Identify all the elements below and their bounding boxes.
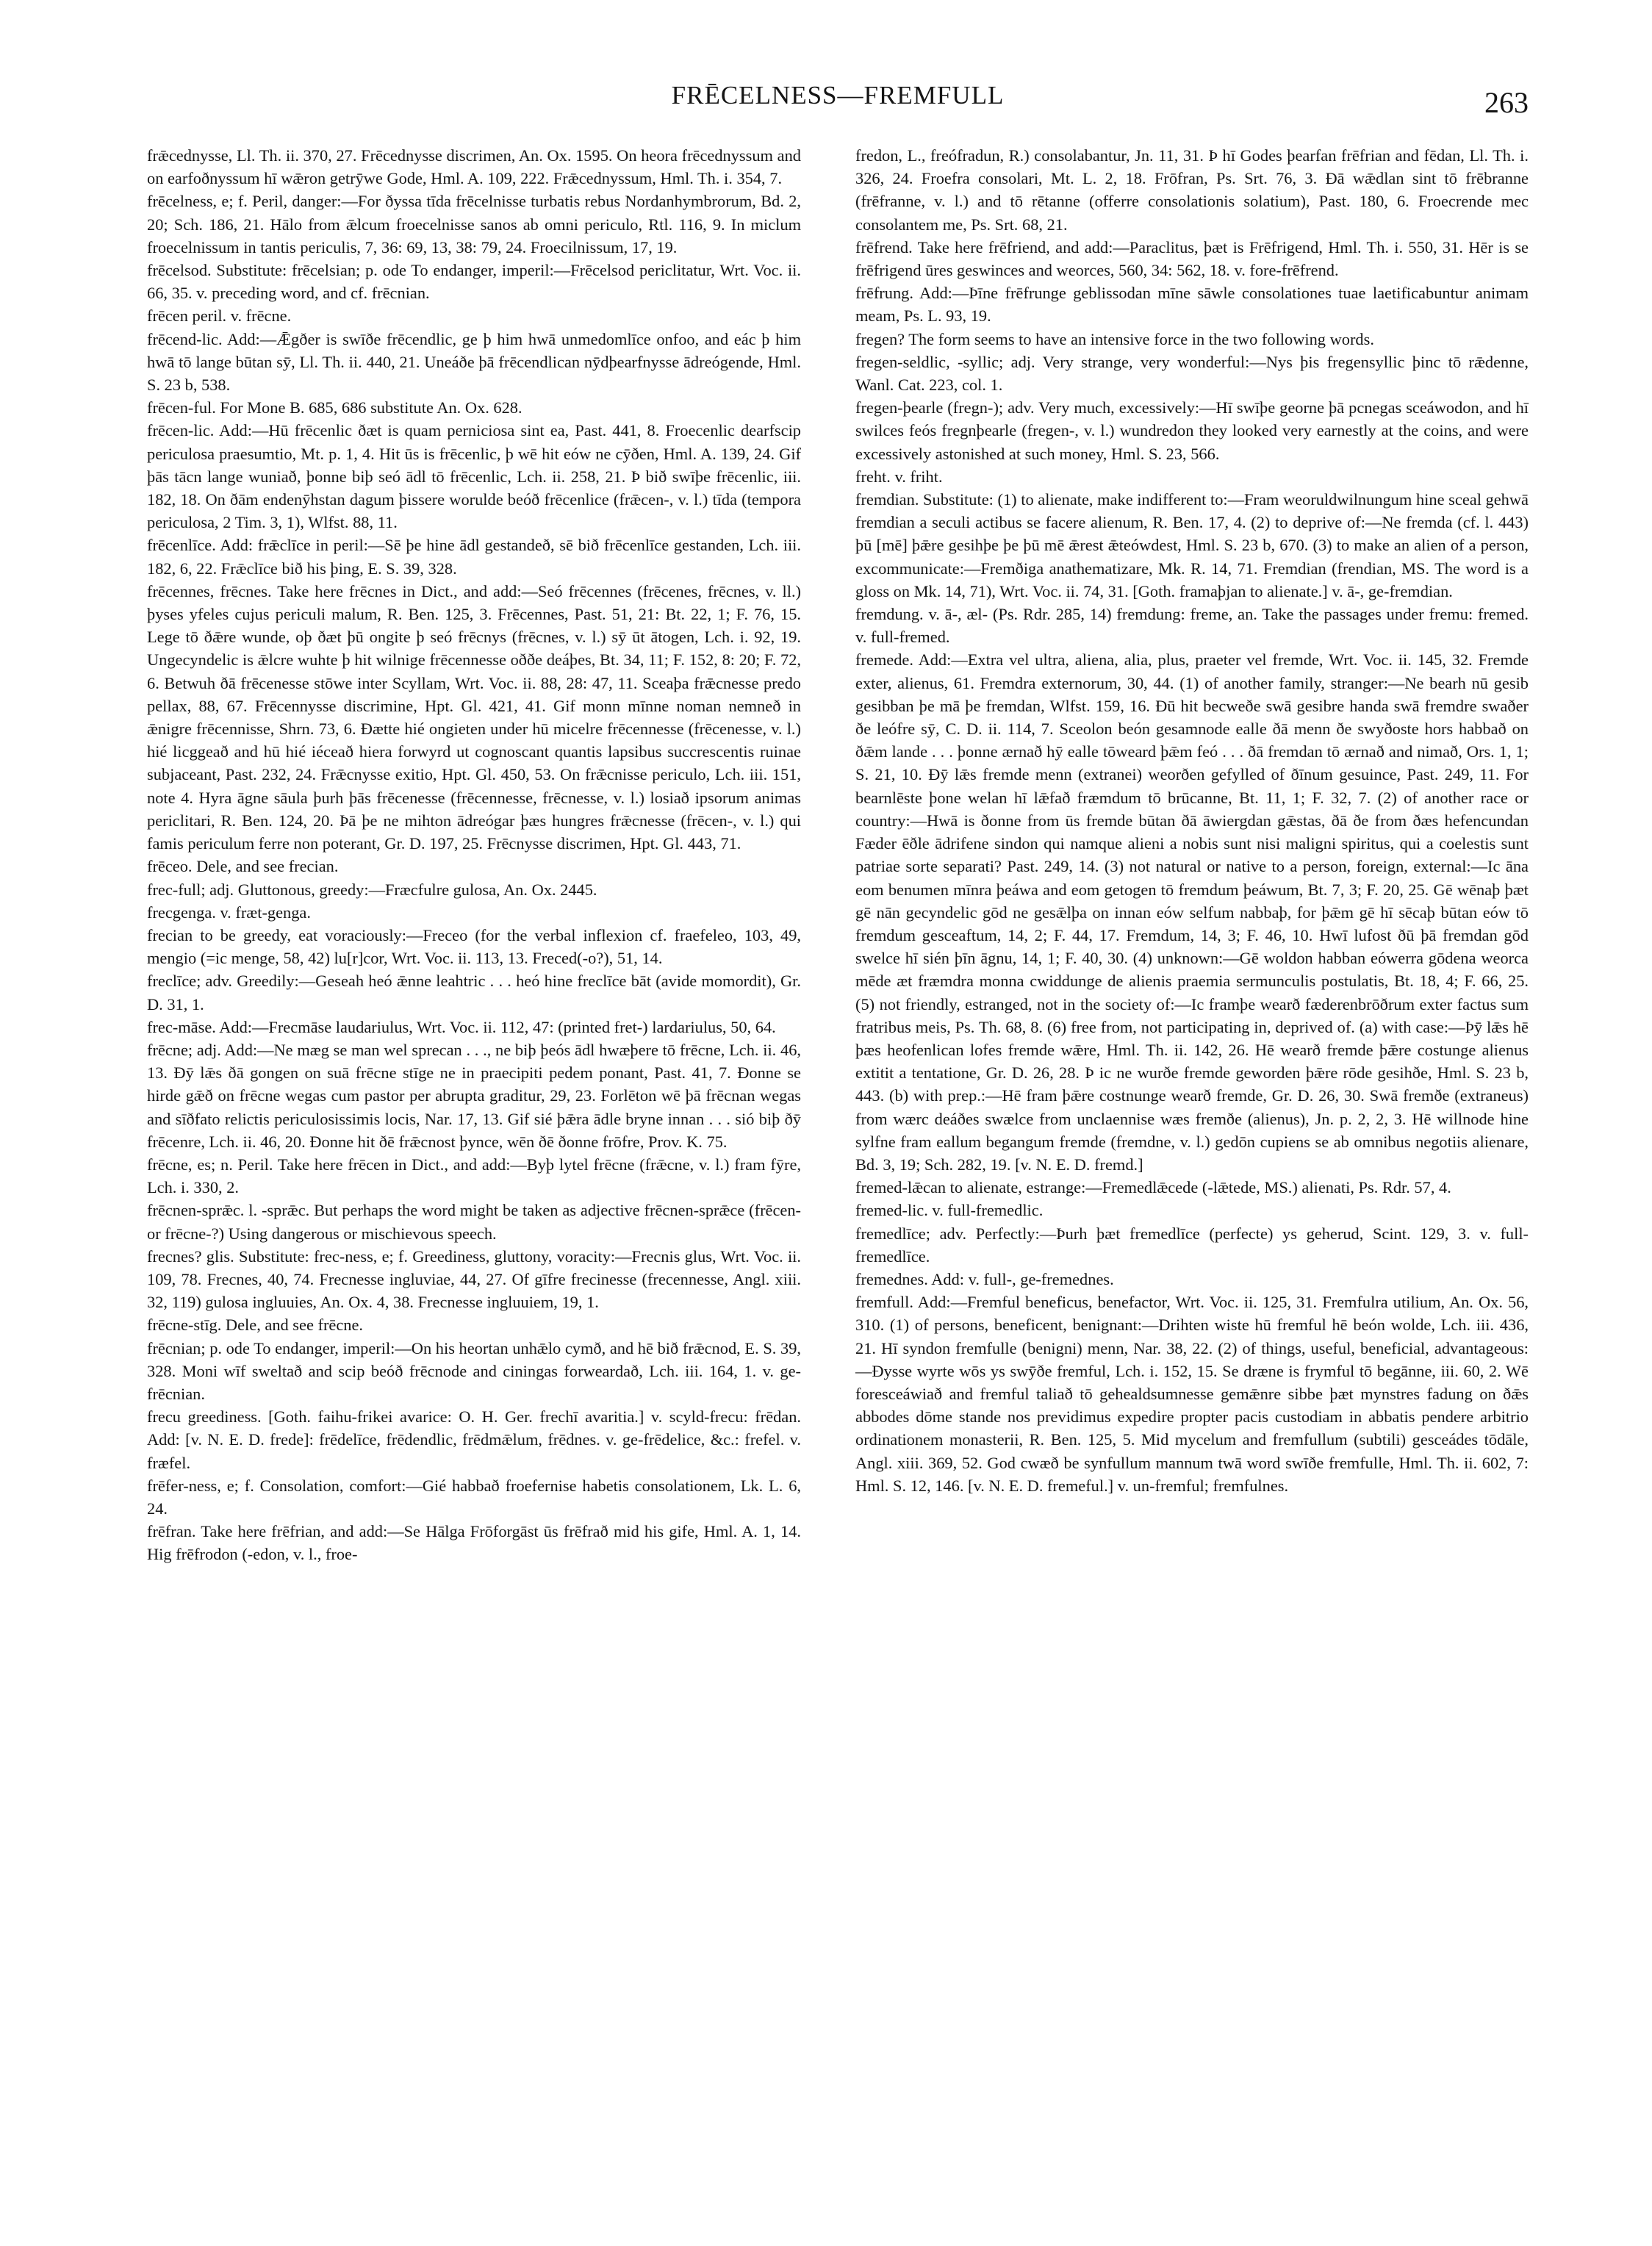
entry: frēcen-lic. Add:—Hū frēcenlic ðæt is quam perniciosa sint ea, Past. 441, 8. Froecenlic dearfscip periculosa praesumtio, Mt. p. 1, 4. Hit ūs is frēcenlic, þ wē hit eów ne cȳðen, Hml. A. 139, 24. Gif þās tācn lange wuniað, þonne biþ seó ādl tō frēcenlic, Lch. ii. 258, 21. Þ bið swīþe frēcenlic, iii. 182, 18. On ðām endenȳhstan dagum þissere worulde beóð frēcenlice (frǣcen-, v. l.) tīda (tempora periculosa, 2 Tim. 3, 1), Wlfst. 88, 11. — [147, 421, 801, 532]
entry: frēceo. Dele, and see frecian. — [147, 857, 339, 876]
left-column — [147, 144, 801, 1566]
entry: frǣcednysse, Ll. Th. ii. 370, 27. Frēcednysse discrimen, An. Ox. 1595. On heora frēcednyssum and on earfoðnyssum hī wǣron getrȳwe Gode, Hml. A. 109, 222. Frǣcednyssum, Hml. Th. i. 354, 7. — [147, 146, 801, 188]
page-header — [147, 76, 1529, 121]
entry: fremedlīce; adv. Perfectly:—Þurh þæt fremedlīce (perfecte) ys geherud, Scint. 129, 3. v. full-fremedlīce. — [855, 1224, 1529, 1266]
entry: frēfran. Take here frēfrian, and add:—Se Hālga Frōforgāst ūs frēfrað mid his gife, Hml. A. 1, 14. Hig frēfrodon (-edon, v. l., froe- — [147, 1522, 801, 1564]
entry: frēfer-ness, e; f. Consolation, comfort:—Gié habbað froefernise habetis consolationem, Lk. L. 6, 24. — [147, 1476, 801, 1518]
entry: fregen-seldlic, -syllic; adj. Very strange, very wonderful:—Nys þis fregensyllic þinc tō rǣdenne, Wanl. Cat. 223, col. 1. — [855, 352, 1529, 395]
entry: frēcelsod. Substitute: frēcelsian; p. ode To endanger, imperil:—Frēcelsod periclitatur, Wrt. Voc. ii. 66, 35. v. preceding word, and cf. frēcnian. — [147, 261, 801, 303]
running-title: FRĒCELNESS—FREMFULL — [671, 81, 1005, 110]
entry: fremed-lic. v. full-fremedlic. — [855, 1201, 1044, 1220]
entry: frēcenlīce. Add: frǣclīce in peril:—Sē þe hine ādl gestandeð, sē bið frēcenlīce gestanden, Lch. iii. 182, 6, 22. Frǣclīce bið his þing, E. S. 39, 328. — [147, 536, 801, 578]
entry: frēcne, es; n. Peril. Take here frēcen in Dict., and add:—Byþ lytel frēcne (frǣcne, v. l.) fram fȳre, Lch. i. 330, 2. — [147, 1155, 801, 1197]
entry: frēcelness, e; f. Peril, danger:—For ðyssa tīda frēcelnisse turbatis rebus Nordanhymbrorum, Bd. 2, 20; Sch. 186, 21. Hālo from ǣlcum froecelnisse sanos ab omni periculo, Rtl. 116, 9. In miclum froecelnissum in tantis periculis, 7, 36: 69, 13, 38: 79, 24. Froecilnissum, 17, 19. — [147, 192, 801, 256]
entry: frecian to be greedy, eat voraciously:—Freceo (for the verbal inflexion cf. fraefeleo, 103, 49, mengio (=ic menge, 58, 42) lu[r]cor, Wrt. Voc. ii. 113, 13. Freced(-o?), 51, 14. — [147, 925, 801, 968]
entry: frec-māse. Add:—Frecmāse laudariulus, Wrt. Voc. ii. 112, 47: (printed fret-) lardariulus, 50, 64. — [147, 1017, 776, 1036]
entry: fremednes. Add: v. full-, ge-fremednes. — [855, 1269, 1114, 1288]
entry: frec-full; adj. Gluttonous, greedy:—Fræcfulre gulosa, An. Ox. 2445. — [147, 880, 597, 899]
entry: frēcen peril. v. frēcne. — [147, 306, 292, 326]
entry: frēcennes, frēcnes. Take here frēcnes in Dict., and add:—Seó frēcennes (frēcenes, frēcnes, v. ll.) þyses yfeles cujus periculi malum, R. Ben. 125, 3. Frēcennes, Past. 51, 21: Bt. 22, 1; F. 76, 15. Lege tō ðǣre wunde, oþ ðæt þū ongite þ seó frēcnys (frēcnes, v. l.) sȳ ūt ātogen, Lch. i. 92, 19. Ungecyndelic is ǣlcre wuhte þ hit wilnige frēcennesse oððe deáþes, Bt. 34, 11; F. 152, 8: 20; F. 72, 6. Betwuh ðā frēcenesse stōwe inter Scyllam, Wrt. Voc. ii. 88, 28: 47, 11. Sceaþa frǣcnesse predo pellax, 88, 67. Frēcennysse discrimine, Hpt. Gl. 421, 41. Gif monn mīnne noman nemneð in ǣnigre frēcennisse, Shrn. 73, 6. Ðætte hié ongieten under hū micelre frēcennesse (frēcenesse, v. l.) hié licggeað and hū hié iéceað hiera forwyrd ut cognoscant quantis lapsibus succrescentis ruinae subjaceant, Past. 232, 24. Frǣcnysse exitio, Hpt. Gl. 450, 53. On frǣcnisse periculo, Lch. iii. 151, note 4. Hyra āgne sāula þurh þās frēcenesse (frēcennesse, frēcnesse, v. l.) losiað ipsorum animas periclitari, R. Ben. 124, 20. Þā þe ne mihton ādreógar þæs hungres frǣcnesse (frēcen-, v. l.) qui famis periculum ferre non poterant, Gr. D. 197, 25. Frēcnysse discrimen, Hpt. Gl. 443, 71. — [147, 581, 801, 853]
entry: frecnes? glis. Substitute: frec-ness, e; f. Greediness, gluttony, voracity:—Frecnis glus, Wrt. Voc. ii. 109, 78. Frecnes, 40, 74. Frecnesse ingluviae, 44, 27. Of gīfre frecinesse (frecennesse, Angl. xiii. 32, 119) gulosa ingluuies, An. Ox. 4, 38. Frecnesse ingluuiem, 19, 1. — [147, 1246, 801, 1312]
entry: fremdung. v. ā-, æl- (Ps. Rdr. 285, 14) fremdung: freme, an. Take the passages under fremu: fremed. v. full-fremed. — [855, 605, 1529, 647]
entry: frēcnen-sprǣc. l. -sprǣc. But perhaps the word might be taken as adjective frēcnen-sprǣce (frēcen- or frēcne-?) Using dangerous or mischievous speech. — [147, 1201, 801, 1243]
entry: fremed-lǣcan to alienate, estrange:—Fremedlǣcede (-lǣtede, MS.) alienati, Ps. Rdr. 57, 4. — [855, 1178, 1451, 1197]
entry: fremdian. Substitute: (1) to alienate, make indifferent to:—Fram weoruldwilnungum hine sceal gehwā fremdian a seculi actibus se facere alienum, R. Ben. 17, 4. (2) to deprive of:—Ne fremda (cf. l. 443) þū [mē] þǣre gesihþe þe þū mē ǣrest ǣteówdest, Hml. S. 23 b, 670. (3) to make an alien of a person, excommunicate:—Fremðiga anathematizare, Mk. R. 14, 71. Fremdian (frendian, MS. The word is a gloss on Mk. 14, 71), Wrt. Voc. ii. 74, 31. [Goth. framaþjan to alienate.] v. ā-, ge-fremdian. — [855, 490, 1529, 600]
page-number: 263 — [1484, 86, 1529, 119]
entry: frēcne-stīg. Dele, and see frēcne. — [147, 1316, 364, 1335]
entry: frēcen-ful. For Mone B. 685, 686 substitute An. Ox. 628. — [147, 398, 522, 417]
right-column — [855, 144, 1529, 1497]
entry: frēcne; adj. Add:—Ne mæg se man wel sprecan . . ., ne biþ þeós ādl hwæþere tō frēcne, Lch. ii. 46, 13. Ðȳ lǣs ðā gongen on suā frēcne stīge ne in praecipiti pedem ponant, Past. 41, 7. Ðonne se hirde gǣð on frēcne wegas cum pastor per abrupta graditur, 29, 23. Forlēton wē þā frēcnan wegas and sīðfato relictis periculosissimis locis, Nar. 17, 13. Gif sié þǣra ādle bryne innan . . . sió biþ ðȳ frēcenre, Lch. ii. 46, 20. Ðonne hit ðē frǣcnost þynce, wēn ðē ðonne frōfre, Prov. K. 75. — [147, 1040, 801, 1151]
entry: fremfull. Add:—Fremful beneficus, benefactor, Wrt. Voc. ii. 125, 31. Fremfulra utilium, An. Ox. 56, 310. (1) of persons, beneficent, benignant:—Drihten wiste hū fremful hē beón wolde, Lch. iii. 436, 21. Hī syndon fremfulle (benigni) menn, Nar. 38, 22. (2) of things, useful, beneficial, advantageous:—Ðysse wyrte wōs ys swȳðe fremful, Lch. i. 152, 15. Se dræne is frymful tō begānne, iii. 60, 2. Wē foresceáwiað and fremful taliað tō gehealdsumnesse gemǣnre sibbe þæt mynstres fadung on ðǣs abbodes dōme stande nos previdimus expedire propter pacis custodiam in abbatis pendere arbitrio ordinationem monasterii, R. Ben. 125, 5. Mid mycelum and fremfullum (subtili) gesceádes tōdāle, Angl. xiii. 369, 52. God cwæð be synfullum mannum twā word swīðe fremfulle, Hml. Th. ii. 602, 7: Hml. S. 12, 146. [v. N. E. D. fremeful.] v. un-fremful; fremfulnes. — [855, 1293, 1529, 1495]
entry: fregen? The form seems to have an intensive force in the two following words. — [855, 329, 1374, 348]
entry: frecu greediness. [Goth. faihu-frikei avarice: O. H. Ger. frechī avaritia.] v. scyld-frecu: frēdan. Add: [v. N. E. D. frede]: frēdelīce, frēdendlic, frēdmǣlum, frēdnes. v. ge-frēdelice, &c.: frefel. v. fræfel. — [147, 1407, 801, 1472]
entry: frēcend-lic. Add:—Ǣgðer is swīðe frēcendlic, ge þ him hwā unmedomlīce onfoo, and eác þ him hwā tō lange būtan sȳ, Ll. Th. ii. 440, 21. Uneáðe þā frēcendlican nȳdþearfnysse ādreógende, Hml. S. 23 b, 538. — [147, 329, 801, 395]
entry: frēfrend. Take here frēfriend, and add:—Paraclitus, þæt is Frēfrigend, Hml. Th. i. 550, 31. Hēr is se frēfrigend ūres geswinces and weorces, 560, 34: 562, 18. v. fore-frēfrend. — [855, 237, 1529, 280]
entry: frecgenga. v. fræt-genga. — [147, 903, 311, 922]
entry: freclīce; adv. Greedily:—Geseah heó ǣnne leahtric . . . heó hine freclīce bāt (avide momordit), Gr. D. 31, 1. — [147, 972, 801, 1013]
entry: fremede. Add:—Extra vel ultra, aliena, alia, plus, praeter vel fremde, Wrt. Voc. ii. 145, 32. Fremde exter, alienus, 61. Fremdra externorum, 30, 44. (1) of another family, stranger:—Ne bearh nū gesib gesibban þe mā þe fremdan, Wlfst. 159, 16. Ðū hit becweðe swā gesibre handa swā fremdre swaðer ðe leófre sȳ, C. D. ii. 114, 7. Sceolon beón gesamnode ealle ðā menn ðe swyðoste hors habbað on ðǣm lande . . . þonne ærnað hȳ ealle tōweard þǣm feó . . . ðā fremdan tō ærnað and nimað, Ors. 1, 1; S. 21, 10. Ðȳ lǣs fremde menn (extranei) weorðen gefylled of ðīnum gesuince, Past. 249, 11. For bearnlēste þone welan hī lǣfað fræmdum tō brūcanne, Bt. 11, 1; F. 32, 7. (2) of another race or country:—Hwā is ðonne from ūs fremde būtan ðā āwiergdan gǣstas, ðā ðe from ðæs hefencundan Fæder ēðle ādrifene sindon qui namque alieni a nobis sunt nisi maligni spiritus, qui a coelestis sunt patriae sorte separati? Past. 249, 14. (3) not natural or native to a person, foreign, external:—Ic āna eom benumen mīnra þeáwa and eom getogen tō fremdum þeáwum, Bt. 7, 3; F. 20, 25. Gē wēnaþ þæt gē nān gecyndelic gōd ne gesǣlþa on innan eów selfum nabbaþ, for þǣm gē hī sēcaþ būtan eów tō fremdum gesceaftum, 14, 2; F. 44, 17. Fremdum, 14, 3; F. 46, 10. Hwī lufost ðū þā fremdan gōd swelce hī sién þīn āgnu, 14, 1; F. 40, 30. (4) unknown:—Gē woldon habban eówerra gōdena weorca mēde æt fræmdra monna cwiddunge de alienis praemia sermunculis postulatis, Bt. 18, 4; F. 66, 25. (5) not friendly, estranged, not in the society of:—Ic framþe wearð fæderenbrōðrum exter factus sum fratribus meis, Ps. Th. 68, 8. (6) free from, not participating in, deprived of. (a) with case:—Þȳ lǣs hē þæs heofenlican lofes fremde wǣre, Hml. Th. ii. 142, 26. Hē wearð fremde þǣre costunge alienus extitit a tentatione, Gr. D. 26, 28. Þ ic ne wurðe fremde geworden þǣre rōde gesihðe, Hml. S. 23 b, 443. (b) with prep.:—Hē fram þǣre costnunge wearð fremde, Gr. D. 26, 30. Swā fremðe (extraneus) from wærc deáðes swælce from unclaennise wæs fremðe (alienus), Jn. p. 2, 2, 3. Hē willnode hine sylfne fram eallum begangum fremde (fremdne, v. l.) gedōn cupiens se ab omnibus negotiis alienare, Bd. 3, 19; Sch. 282, 19. [v. N. E. D. fremd.] — [855, 650, 1529, 1174]
entry: frēcnian; p. ode To endanger, imperil:—On his heortan unhǣlo cymð, and hē bið frǣcnod, E. S. 39, 328. Moni wīf sweltað and scip beóð frēcnode and ciningas forweardað, Lch. iii. 164, 1. v. ge-frēcnian. — [147, 1338, 801, 1403]
entry: freht. v. friht. — [855, 467, 943, 486]
entry: frēfrung. Add:—Þīne frēfrunge geblissodan mīne sāwle consolationes tuae laetificabuntur animam meam, Ps. L. 93, 19. — [855, 284, 1529, 326]
entry-continuation: fredon, L., freófradun, R.) consolabantur, Jn. 11, 31. Þ hī Godes þearfan frēfrian and fēdan, Ll. Th. i. 326, 24. Froefra consolari, Mt. L. 2, 18. Frōfran, Ps. Srt. 76, 3. Ðā wǣdlan sint tō frēbranne (frēfranne, v. l.) and tō rētanne (offerre consolationis solatium), Past. 180, 6. Froecrende mec consolantem me, Ps. Srt. 68, 21. — [855, 146, 1529, 234]
entry: fregen-þearle (fregn-); adv. Very much, excessively:—Hī swīþe georne þā pcnegas sceáwodon, and hī swilces feós fregnþearle (fregen-, v. l.) wundredon they looked very earnestly at the coins, and were excessively astonished at such money, Hml. S. 23, 566. — [855, 398, 1529, 463]
